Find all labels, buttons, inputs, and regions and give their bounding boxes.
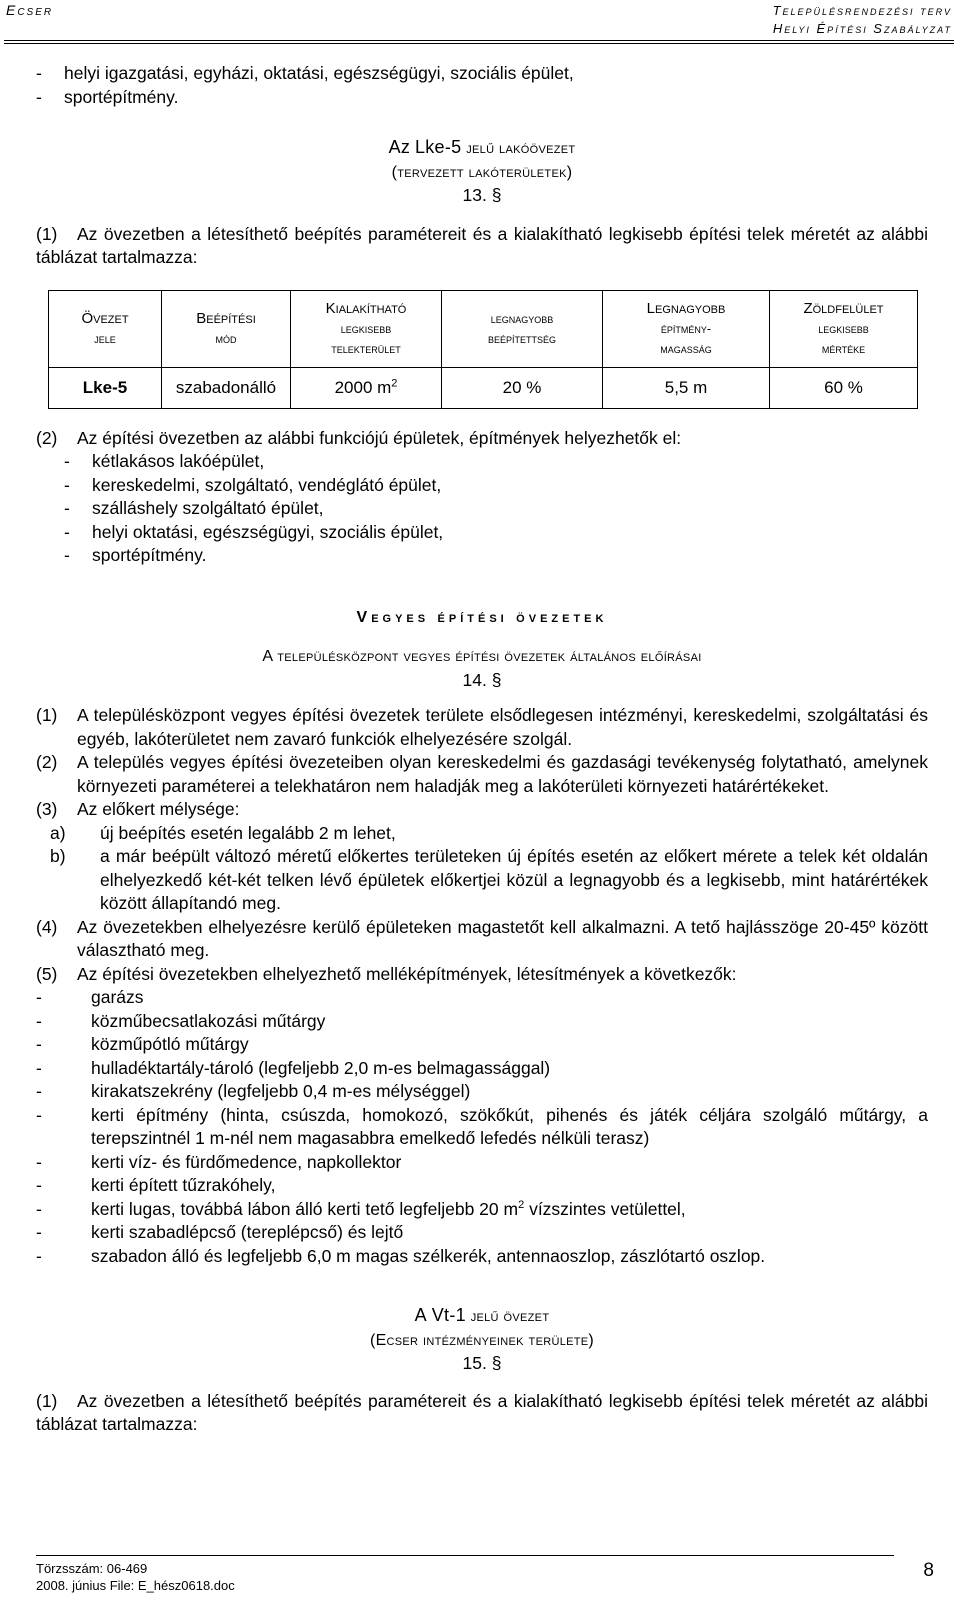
list-item: - sportépítmény. — [36, 86, 179, 107]
table-cell: 60 % — [770, 367, 918, 408]
lke5-p1: (1) Az övezetben a létesíthető beépítés paramétereit és a kialakítható legkisebb építési telek méretét az alábbi táblázat tartalmazza: — [36, 223, 928, 267]
footer-info — [36, 1560, 235, 1594]
list-item: (5) Az építési övezetekben elhelyezhető melléképítmények, létesítmények a következők: — [36, 963, 737, 984]
list-item: - hulladéktartály-tároló (legfeljebb 2,0 m-es belmagassággal) — [36, 1057, 551, 1078]
vt1-subtitle: (Ecser intézményeinek területe) — [369, 1331, 595, 1349]
lke5-p2-list — [64, 450, 928, 568]
header-right — [773, 2, 952, 38]
list-item: - kerti építmény (hinta, csúszda, homokozó, szökőkút, pihenés és játék céljára szolgáló műtárgy, a terepszintnél 1 m-nél nem magasabbra emelkedő lefedés nélküli terasz) — [36, 1104, 928, 1148]
table-header-cell: Zöldfelület legkisebb mértéke — [770, 290, 918, 367]
list-item: - sportépítmény. — [64, 545, 207, 565]
list-item: - szálláshely szolgáltató épület, — [64, 498, 324, 518]
header-rule — [4, 40, 954, 41]
document-body — [36, 62, 928, 1437]
table-header-cell: Övezet jele — [49, 290, 162, 367]
header-left: Ecser — [6, 2, 54, 18]
vt1-paragraph-number: 15. § — [462, 1353, 502, 1373]
table-cell: 20 % — [442, 367, 603, 408]
vegyes-paragraph-number: 14. § — [462, 669, 502, 690]
table-header-cell: Beépítési mód — [162, 290, 291, 367]
table-cell: 2000 $m^2$ — [291, 367, 442, 408]
vt1-p1: (1) Az övezetben a létesíthető beépítés paramétereit és a kialakítható legkisebb építési telek méretét az alábbi táblázat tartalmazza: — [36, 1390, 928, 1434]
footer-rule — [36, 1555, 894, 1556]
vegyes-heading: Vegyes építési övezetek — [356, 608, 608, 626]
list-item: - kétlakásos lakóépület, — [64, 451, 265, 471]
list-item: (2) A település vegyes építési övezeteiben olyan kereskedelmi és gazdasági tevékenység folytatható, amelynek környezeti paraméterei a telekhatáron nem haladják meg a lakóterületi környezeti határértékeket. — [36, 752, 928, 796]
list-item: - szabadon álló és legfeljebb 6,0 m magas szélkerék, antennaoszlop, zászlótartó oszlop. — [36, 1245, 766, 1266]
table-header-cell: Kialakítható legkisebb telekterület — [291, 290, 442, 367]
list-item: - kereskedelmi, szolgáltató, vendéglátó épület, — [64, 474, 442, 495]
accessory-structures-list — [36, 986, 928, 1268]
header-right-line2: Helyi Építési Szabályzat — [772, 21, 952, 36]
vegyes-items — [36, 704, 928, 1268]
table-header-cell: legnagyobb beépítettség — [442, 290, 603, 367]
list-item: - kerti víz- és fürdőmedence, napkollektor — [36, 1151, 402, 1172]
table-header-cell: Legnagyobb építmény- magasság — [603, 290, 770, 367]
list-item: (1) A településközpont vegyes építési övezetek területe elsődlegesen intézményi, kereskedelmi, szolgáltatási és egyéb, lakóterületet nem zavaró funkciók elhelyezésére szolgál. — [36, 705, 928, 749]
setback-sublist — [50, 822, 928, 916]
table-cell: 5,5 m — [603, 367, 770, 408]
lke5-p2: (2) Az építési övezetben az alábbi funkciójú épületek, építmények helyezhetők el: — [36, 427, 682, 448]
table-header-row — [49, 290, 918, 367]
list-item: (3) Az előkert mélysége: — [36, 799, 240, 819]
list-item: - garázs — [36, 987, 144, 1007]
lke5-parameter-table — [48, 290, 918, 409]
list-item: b) a már beépült változó méretű előkertes területeken új építés esetén az előkert mérete a telek két oldalán elhelyezkedő két-két telken lévő épületek előkertjei közül a legnagyobb és a legkisebb, mint határértékek között állapítandó meg. — [50, 846, 928, 913]
page-number: 8 — [923, 1560, 934, 1581]
footer-line1: Törzsszám: 06-469 — [36, 1561, 148, 1576]
lke5-title: Az Lke-5 jelű lakóövezet — [388, 137, 576, 157]
list-item: - helyi igazgatási, egyházi, oktatási, egészségügyi, szociális épület, — [36, 63, 574, 83]
list-item: - kirakatszekrény (legfeljebb 0,4 m-es mélységgel) — [36, 1081, 471, 1101]
list-item: - közműbecsatlakozási műtárgy — [36, 1010, 326, 1031]
list-item: - kerti lugas, továbbá lábon álló kerti tető legfeljebb 20 $m^2$ vízszintes vetülettel, — [36, 1198, 686, 1219]
lke5-paragraph-number: 13. § — [462, 185, 502, 205]
table-cell: Lke-5 — [49, 367, 162, 408]
vegyes-subheading: A településközpont vegyes építési övezetek általános előírásai — [262, 648, 702, 665]
footer-line2: 2008. június File: E_hész0618.doc — [36, 1578, 235, 1593]
header-rule-2 — [4, 43, 954, 44]
table-cell: szabadonálló — [162, 367, 291, 408]
list-item: - kerti épített tűzrakóhely, — [36, 1175, 276, 1195]
list-item: - helyi oktatási, egészségügyi, szociális épület, — [64, 521, 444, 542]
table-row — [49, 367, 918, 408]
vt1-title: A Vt-1 jelű övezet — [414, 1305, 550, 1325]
list-item: - közműpótló műtárgy — [36, 1034, 249, 1054]
list-item: (4) Az övezetekben elhelyezésre kerülő épületeken magastetőt kell alkalmazni. A tető hajlásszöge 20-45º között választható meg. — [36, 916, 928, 960]
list-item: - kerti szabadlépcső (tereplépcső) és lejtő — [36, 1222, 404, 1242]
list-item: a) új beépítés esetén legalább 2 m lehet, — [50, 822, 396, 843]
lke5-subtitle: (tervezett lakóterületek) — [391, 163, 573, 181]
header-right-line1: Településrendezési terv — [772, 3, 952, 18]
